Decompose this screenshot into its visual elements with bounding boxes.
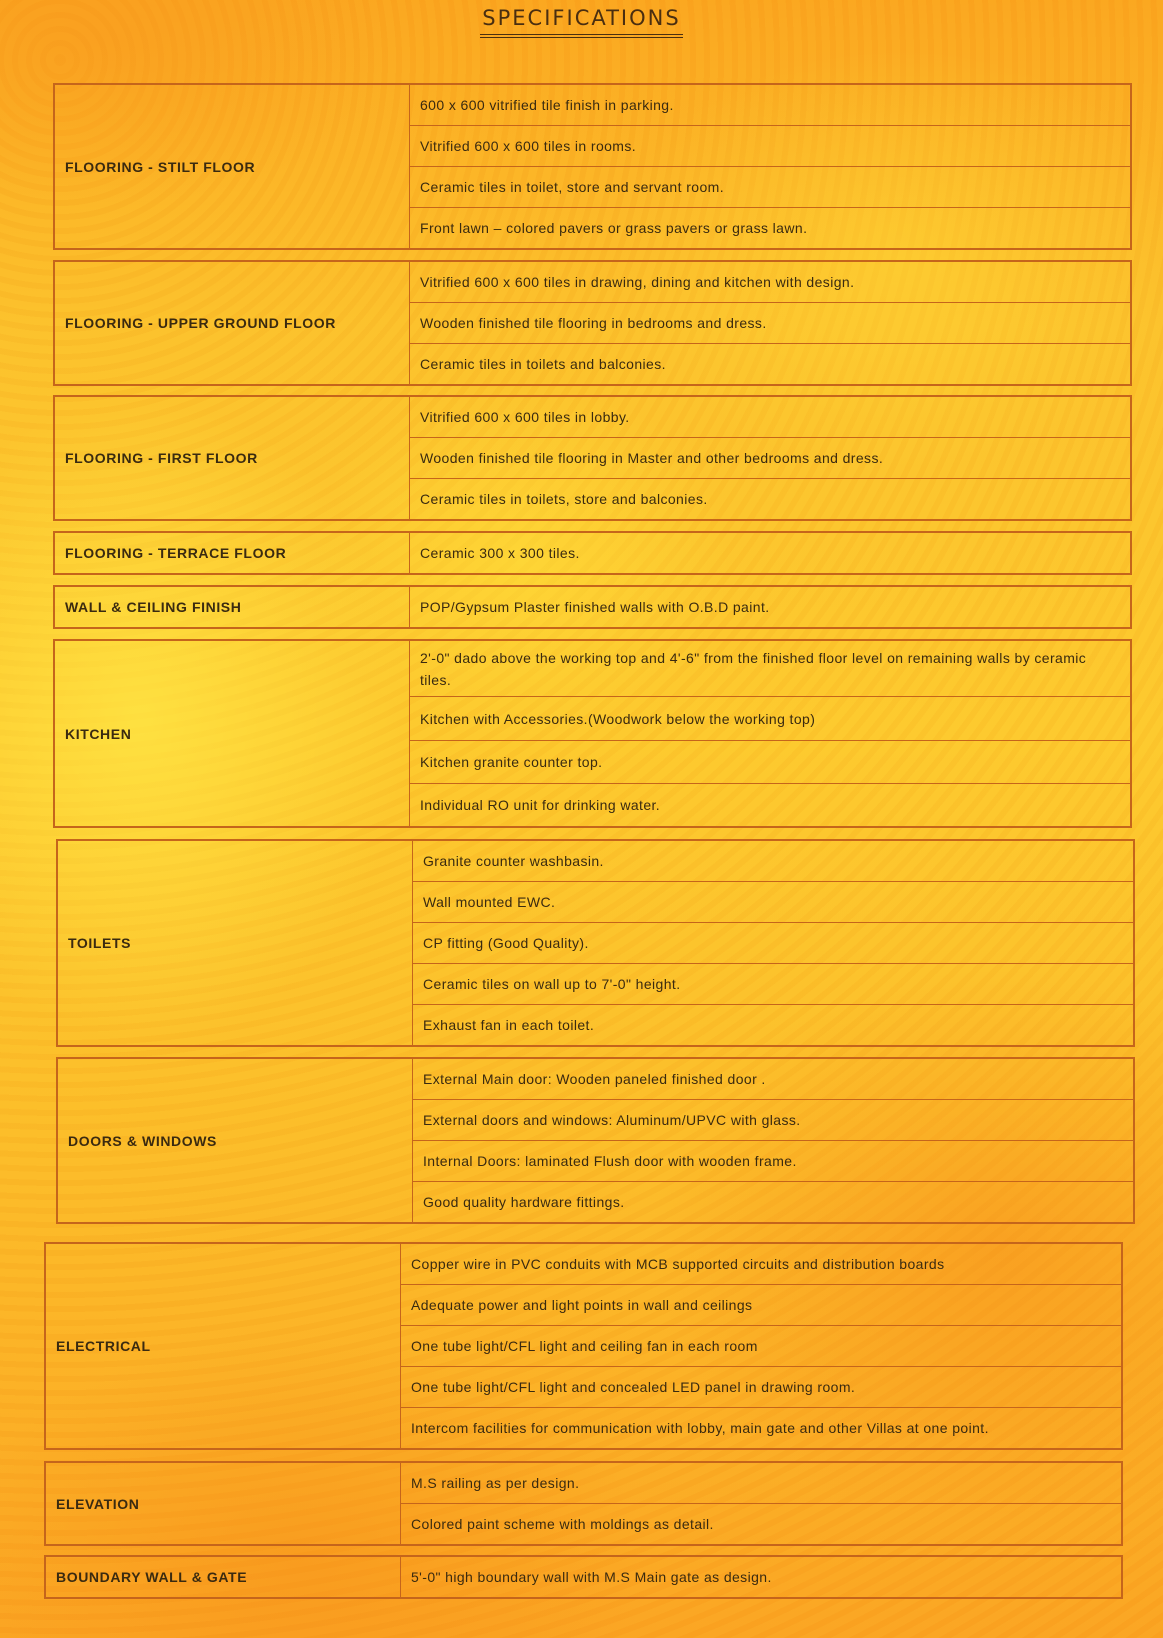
spec-item: Granite counter washbasin. bbox=[413, 841, 1133, 882]
spec-label: TOILETS bbox=[58, 841, 413, 1045]
spec-table-upper-ground-floor bbox=[53, 260, 1132, 386]
page-title: SPECIFICATIONS bbox=[480, 6, 682, 38]
spec-item: Wall mounted EWC. bbox=[413, 882, 1133, 923]
spec-items bbox=[401, 1463, 1121, 1544]
spec-item: M.S railing as per design. bbox=[401, 1463, 1121, 1504]
spec-item: Ceramic tiles on wall up to 7'-0" height. bbox=[413, 964, 1133, 1005]
spec-label: FLOORING - TERRACE FLOOR bbox=[55, 533, 410, 573]
spec-item: CP fitting (Good Quality). bbox=[413, 923, 1133, 964]
spec-item: Vitrified 600 x 600 tiles in rooms. bbox=[410, 126, 1130, 167]
spec-item: Copper wire in PVC conduits with MCB supported circuits and distribution boards bbox=[401, 1244, 1121, 1285]
spec-item: One tube light/CFL light and concealed LED panel in drawing room. bbox=[401, 1367, 1121, 1408]
spec-item: Vitrified 600 x 600 tiles in lobby. bbox=[410, 397, 1130, 438]
spec-item: Ceramic tiles in toilets and balconies. bbox=[420, 356, 666, 372]
spec-items bbox=[413, 841, 1133, 1045]
spec-item: Colored paint scheme with moldings as detail. bbox=[411, 1516, 714, 1532]
spec-items bbox=[401, 1244, 1121, 1448]
spec-table-electrical bbox=[44, 1242, 1123, 1450]
spec-item: Internal Doors: laminated Flush door with wooden frame. bbox=[413, 1141, 1133, 1182]
spec-items bbox=[410, 262, 1130, 384]
spec-item: Good quality hardware fittings. bbox=[423, 1194, 625, 1210]
spec-item: Wooden finished tile flooring in Master and other bedrooms and dress. bbox=[410, 438, 1130, 479]
spec-item: Adequate power and light points in wall and ceilings bbox=[401, 1285, 1121, 1326]
spec-items bbox=[410, 85, 1130, 248]
spec-table-kitchen bbox=[53, 639, 1132, 828]
spec-item: Exhaust fan in each toilet. bbox=[423, 1017, 595, 1033]
spec-item: External doors and windows: Aluminum/UPVC with glass. bbox=[413, 1100, 1133, 1141]
spec-item: POP/Gypsum Plaster finished walls with O.B.D paint. bbox=[420, 599, 770, 615]
spec-table-wall-ceiling-finish bbox=[53, 585, 1132, 629]
spec-label: FLOORING - UPPER GROUND FLOOR bbox=[55, 262, 410, 384]
spec-item: 600 x 600 vitrified tile finish in parking. bbox=[410, 85, 1130, 126]
spec-label: KITCHEN bbox=[55, 641, 410, 826]
spec-item: Individual RO unit for drinking water. bbox=[420, 796, 661, 813]
spec-label: ELEVATION bbox=[46, 1463, 401, 1544]
spec-item: Kitchen granite counter top. bbox=[410, 741, 1130, 784]
spec-label: ELECTRICAL bbox=[46, 1244, 401, 1448]
spec-item: Front lawn – colored pavers or grass pavers or grass lawn. bbox=[420, 220, 808, 236]
spec-table-stilt-floor bbox=[53, 83, 1132, 250]
spec-table-boundary-wall-gate bbox=[44, 1555, 1123, 1599]
spec-item: 5'-0" high boundary wall with M.S Main gate as design. bbox=[411, 1569, 772, 1585]
spec-table-toilets bbox=[56, 839, 1135, 1047]
spec-items bbox=[410, 397, 1130, 519]
title-wrapper bbox=[0, 0, 1163, 38]
spec-label: DOORS & WINDOWS bbox=[58, 1059, 413, 1222]
spec-label: BOUNDARY WALL & GATE bbox=[46, 1557, 401, 1597]
spec-item: Ceramic tiles in toilets, store and balconies. bbox=[420, 491, 708, 507]
spec-items bbox=[410, 587, 1130, 627]
spec-label: WALL & CEILING FINISH bbox=[55, 587, 410, 627]
spec-table-first-floor bbox=[53, 395, 1132, 521]
spec-label: FLOORING - STILT FLOOR bbox=[55, 85, 410, 248]
spec-item: Ceramic 300 x 300 tiles. bbox=[420, 545, 580, 561]
spec-table-elevation bbox=[44, 1461, 1123, 1546]
spec-items bbox=[410, 641, 1130, 826]
spec-label: FLOORING - FIRST FLOOR bbox=[55, 397, 410, 519]
spec-table-doors-windows bbox=[56, 1057, 1135, 1224]
spec-item: Vitrified 600 x 600 tiles in drawing, dining and kitchen with design. bbox=[410, 262, 1130, 303]
spec-items bbox=[410, 533, 1130, 573]
spec-item: External Main door: Wooden paneled finished door . bbox=[413, 1059, 1133, 1100]
spec-item: Wooden finished tile flooring in bedrooms and dress. bbox=[410, 303, 1130, 344]
spec-table-terrace-floor bbox=[53, 531, 1132, 575]
spec-item: Ceramic tiles in toilet, store and servant room. bbox=[410, 167, 1130, 208]
spec-item: Kitchen with Accessories.(Woodwork below the working top) bbox=[410, 697, 1130, 740]
spec-item: One tube light/CFL light and ceiling fan in each room bbox=[401, 1326, 1121, 1367]
spec-item: 2'-0" dado above the working top and 4'-6" from the finished floor level on remaining walls by ceramic tiles. bbox=[410, 641, 1130, 697]
spec-items bbox=[401, 1557, 1121, 1597]
spec-items bbox=[413, 1059, 1133, 1222]
spec-item: Intercom facilities for communication with lobby, main gate and other Villas at one point. bbox=[411, 1420, 989, 1436]
